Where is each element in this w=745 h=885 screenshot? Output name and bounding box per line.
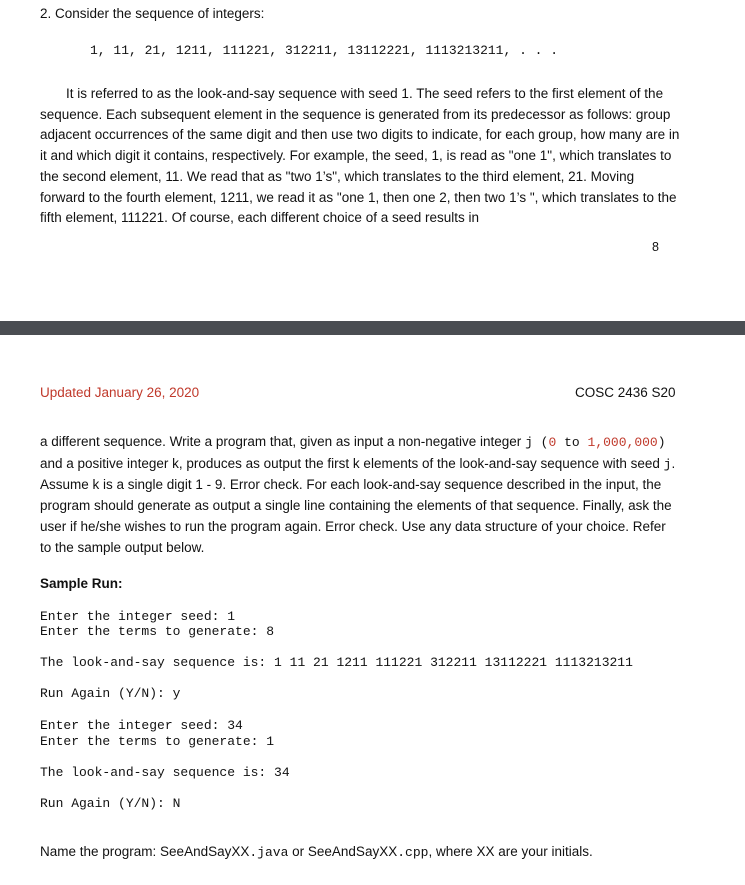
question-heading: 2. Consider the sequence of integers: xyxy=(40,6,265,21)
sample-line: Enter the integer seed: 1 xyxy=(40,609,236,624)
range-to-word: to xyxy=(556,435,588,450)
sequence-listing: 1, 11, 21, 1211, 111221, 312211, 13112221, 1113213211, . . . xyxy=(90,43,559,58)
naming-suffix: , where XX are your initials. xyxy=(428,844,593,859)
sample-line: The look-and-say sequence is: 34 xyxy=(40,765,290,780)
page-separator xyxy=(0,321,745,335)
page-number: 8 xyxy=(652,240,659,254)
range-to: 1,000,000 xyxy=(587,435,658,450)
naming-cpp: .cpp xyxy=(397,845,429,860)
naming-java: .java xyxy=(249,845,289,860)
sample-run-heading: Sample Run: xyxy=(40,576,123,591)
updated-date: Updated January 26, 2020 xyxy=(40,385,200,400)
req-text-3: . Assume k is a single digit 1 - 9. Error check. For each look-and-say sequence described in the input, the program should generate as output a single line containing the elements of that sequence. Finally, ask the user if he/she wishes to run the program again. Error check. Use any data structure of your choice. Refer to the sample output below. xyxy=(40,455,676,555)
sample-line: Enter the terms to generate: 1 xyxy=(40,734,275,749)
naming-or: or SeeAndSayXX xyxy=(288,844,398,859)
program-naming-note xyxy=(40,844,593,860)
intro-paragraph-text: It is referred to as the look-and-say sequence with seed 1. The seed refers to the first element of the sequence. Each subsequent element in the sequence is generated from its predecessor as follows: group adjacent occurrences of the same digit and then use two digits to indicate, for each group, how many are in it and which digit it contains, respectively. For example, the seed, 1, is read as "one 1", which translates to the second element, 11. We read that as "two 1’s", which translates to the third element, 21. Moving forward to the fourth element, 1211, we read it as "one 1, then one 2, then two 1’s ", which translates to the fifth element, 111221. Of course, each different choice of a seed results in xyxy=(40,86,680,226)
range-from: 0 xyxy=(548,435,557,450)
sample-line: Enter the terms to generate: 8 xyxy=(40,624,275,639)
sample-line: The look-and-say sequence is: 1 11 21 1211 111221 312211 13112221 1113213211 xyxy=(40,655,633,670)
naming-prefix: Name the program: SeeAndSayXX xyxy=(40,844,250,859)
var-j: j xyxy=(525,435,533,450)
range-close: ) xyxy=(657,435,666,450)
sample-line: Run Again (Y/N): N xyxy=(40,796,181,811)
range-open: ( xyxy=(532,435,549,450)
requirements-paragraph xyxy=(40,432,680,558)
sample-line: Run Again (Y/N): y xyxy=(40,686,181,701)
var-j-2: j xyxy=(663,456,672,472)
req-text-2: and a positive integer k, produces as output the first k elements of the look-and-say sequence with seed xyxy=(40,455,664,471)
req-text-1: a different sequence. Write a program that, given as input a non-negative integer xyxy=(40,434,526,449)
course-code: COSC 2436 S20 xyxy=(575,385,676,400)
sample-line: Enter the integer seed: 34 xyxy=(40,718,243,733)
intro-paragraph xyxy=(40,84,680,229)
